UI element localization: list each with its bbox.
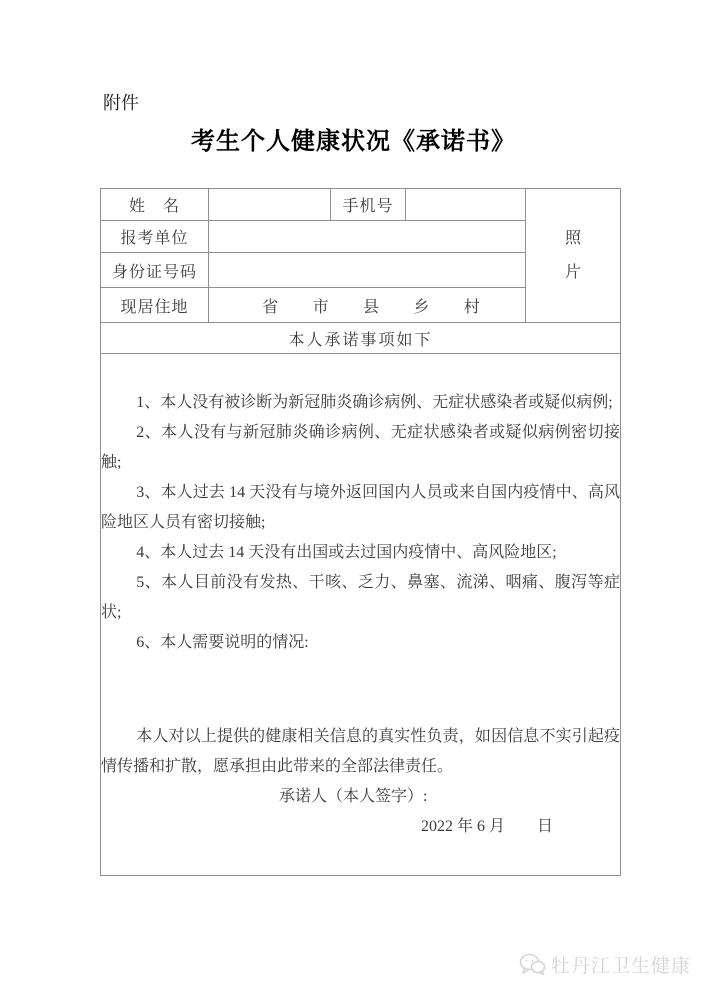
wechat-icon [519, 953, 546, 976]
phone-input-cell [406, 189, 526, 221]
table-row [101, 354, 621, 876]
id-number-label: 身份证号码 [101, 253, 209, 288]
unit-input-cell [209, 221, 526, 253]
promise-section-header: 本人承诺事项如下 [101, 323, 621, 354]
name-input-cell [209, 189, 331, 221]
name-label: 姓 名 [101, 189, 209, 221]
watermark-text: 牡丹江卫生健康 [550, 956, 691, 977]
residence-option-county: 县 [362, 298, 379, 316]
residence-option-village: 村 [463, 298, 480, 316]
residence-label: 现居住地 [101, 288, 209, 323]
promise-item-4: 4、本人过去 14 天没有出国或去过国内疫情中、高风险地区; [136, 543, 557, 561]
health-declaration-table [100, 188, 621, 876]
table-row [101, 189, 621, 221]
residence-option-city: 市 [312, 298, 329, 316]
residence-option-province: 省 [262, 298, 279, 316]
table-row [101, 323, 621, 354]
photo-label-line2: 片 [564, 263, 581, 281]
promise-item-1: 1、本人没有被诊断为新冠肺炎确诊病例、无症状感染者或疑似病例; [136, 393, 613, 411]
signature-label: 承诺人（本人签字）: [279, 787, 428, 805]
residence-option-township: 乡 [413, 298, 430, 316]
promise-item-2: 2、本人没有与新冠肺炎确诊病例、无症状感染者或疑似病例密切接触; [101, 423, 620, 471]
residence-input-cell [209, 288, 526, 323]
photo-box [526, 189, 621, 323]
photo-label-line1: 照 [564, 229, 581, 247]
promise-item-6: 6、本人需要说明的情况: [136, 633, 309, 651]
page-title: 考生个人健康状况《承诺书》 [191, 129, 516, 155]
promise-item-5: 5、本人目前没有发热、干咳、乏力、鼻塞、流涕、咽痛、腹泻等症状; [101, 573, 620, 621]
attachment-label: 附件 [103, 93, 139, 113]
unit-label: 报考单位 [101, 221, 209, 253]
promise-content-cell [101, 354, 621, 876]
watermark [519, 951, 691, 978]
declaration-text: 本人对以上提供的健康相关信息的真实性负责，如因信息不实引起疫情传播和扩散，愿承担由此带来的全部法律责任。 [101, 727, 620, 775]
promise-item-3: 3、本人过去 14 天没有与境外返回国内人员或来自国内疫情中、高风险地区人员有密切接触; [101, 483, 620, 531]
date-text: 2022 年 6 月 日 [421, 817, 554, 835]
id-number-input-cell [209, 253, 526, 288]
phone-label: 手机号 [331, 189, 406, 221]
